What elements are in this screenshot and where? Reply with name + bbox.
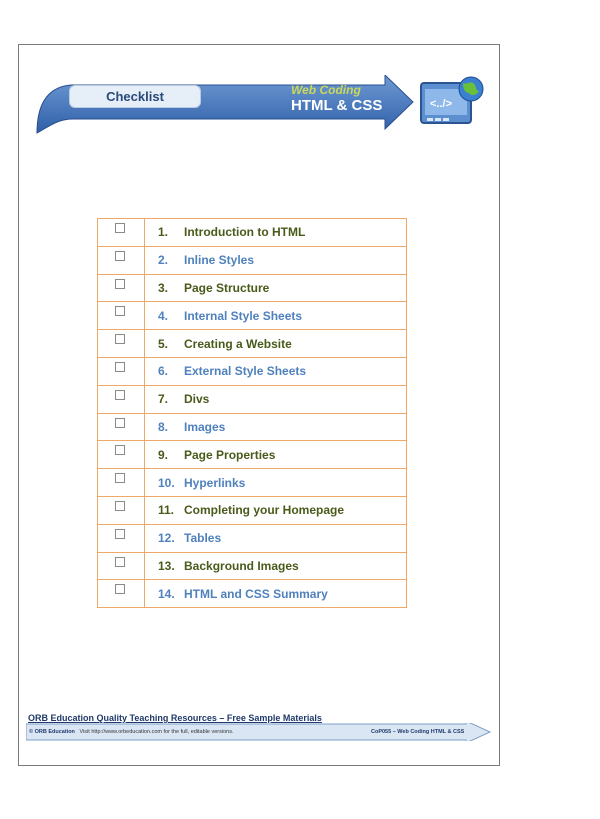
item-title: Page Structure: [184, 280, 270, 295]
checkbox-cell: [98, 302, 145, 329]
checklist-item-label: [145, 275, 406, 302]
checklist-item-label: [145, 580, 406, 607]
checklist-item-label: [145, 414, 406, 441]
checkbox[interactable]: [115, 251, 125, 261]
item-number: 13.: [158, 558, 175, 573]
item-number: 4.: [158, 308, 169, 323]
footer-visit-text[interactable]: Visit http://www.orbeducation.com for the full, editable versions.: [79, 729, 234, 735]
item-number: 5.: [158, 336, 169, 351]
item-title: Creating a Website: [184, 336, 292, 351]
footer-title: ORB Education Quality Teaching Resources – Free Sample Materials: [28, 713, 322, 723]
checklist-row: [98, 386, 406, 414]
checklist-row: [98, 497, 406, 525]
checklist-row: [98, 330, 406, 358]
checkbox-cell: [98, 553, 145, 580]
checklist-item-label: [145, 358, 406, 385]
item-number: 3.: [158, 280, 169, 295]
checkbox-cell: [98, 414, 145, 441]
checkbox-cell: [98, 330, 145, 357]
checkbox-cell: [98, 358, 145, 385]
item-title: Hyperlinks: [184, 475, 246, 490]
checkbox[interactable]: [115, 445, 125, 455]
item-number: 10.: [158, 475, 175, 490]
checklist-item-label: [145, 553, 406, 580]
product-title: HTML & CSS: [291, 97, 383, 114]
product-line: Web Coding: [291, 83, 361, 97]
checklist-table: [97, 218, 407, 608]
checklist-row: [98, 414, 406, 442]
checkbox[interactable]: [115, 362, 125, 372]
checkbox[interactable]: [115, 557, 125, 567]
footer-copyright: © ORB Education: [29, 729, 75, 735]
item-number: 7.: [158, 392, 169, 407]
checklist-row: [98, 553, 406, 581]
section-label: Checklist: [69, 85, 201, 108]
footer-left: [29, 729, 234, 735]
checkbox-cell: [98, 219, 145, 246]
checklist-row: [98, 525, 406, 553]
checkbox-cell: [98, 275, 145, 302]
checklist-row: [98, 469, 406, 497]
checkbox[interactable]: [115, 334, 125, 344]
item-number: 1.: [158, 225, 169, 240]
item-title: Divs: [184, 392, 210, 407]
checklist-item-label: [145, 386, 406, 413]
checkbox-cell: [98, 247, 145, 274]
checklist-row: [98, 219, 406, 247]
checklist-row: [98, 441, 406, 469]
item-title: External Style Sheets: [184, 364, 307, 379]
checkbox[interactable]: [115, 279, 125, 289]
worksheet-page: [18, 44, 500, 766]
checkbox[interactable]: [115, 223, 125, 233]
checkbox[interactable]: [115, 473, 125, 483]
checkbox[interactable]: [115, 529, 125, 539]
checkbox-cell: [98, 580, 145, 607]
checklist-row: [98, 302, 406, 330]
checklist-row: [98, 358, 406, 386]
item-title: Completing your Homepage: [184, 503, 345, 518]
item-title: Background Images: [184, 558, 299, 573]
logo-code-text: <../>: [430, 98, 453, 110]
item-number: 6.: [158, 364, 169, 379]
item-number: 11.: [158, 503, 175, 518]
checklist-item-label: [145, 525, 406, 552]
html-logo-icon: [419, 75, 487, 133]
item-title: Page Properties: [184, 447, 276, 462]
checkbox[interactable]: [115, 390, 125, 400]
checkbox-cell: [98, 441, 145, 468]
checklist-item-label: [145, 302, 406, 329]
checklist-item-label: [145, 247, 406, 274]
checkbox-cell: [98, 525, 145, 552]
item-title: Internal Style Sheets: [184, 308, 303, 323]
item-number: 14.: [158, 586, 175, 601]
item-title: Images: [184, 419, 226, 434]
checkbox[interactable]: [115, 584, 125, 594]
checklist-row: [98, 275, 406, 303]
item-number: 9.: [158, 447, 169, 462]
item-number: 12.: [158, 531, 175, 546]
checkbox-cell: [98, 497, 145, 524]
checklist-item-label: [145, 330, 406, 357]
checklist-row: [98, 247, 406, 275]
checkbox[interactable]: [115, 306, 125, 316]
item-title: Tables: [184, 531, 222, 546]
footer-product-code: CoP055 – Web Coding HTML & CSS: [371, 729, 465, 735]
checklist-item-label: [145, 219, 406, 246]
checklist-item-label: [145, 469, 406, 496]
checklist-row: [98, 580, 406, 607]
item-title: Inline Styles: [184, 253, 255, 268]
item-number: 8.: [158, 419, 169, 434]
checklist-item-label: [145, 441, 406, 468]
checkbox-cell: [98, 386, 145, 413]
checkbox-cell: [98, 469, 145, 496]
checkbox[interactable]: [115, 418, 125, 428]
checkbox[interactable]: [115, 501, 125, 511]
checklist-item-label: [145, 497, 406, 524]
item-title: Introduction to HTML: [184, 225, 306, 240]
item-title: HTML and CSS Summary: [184, 586, 328, 601]
item-number: 2.: [158, 253, 169, 268]
